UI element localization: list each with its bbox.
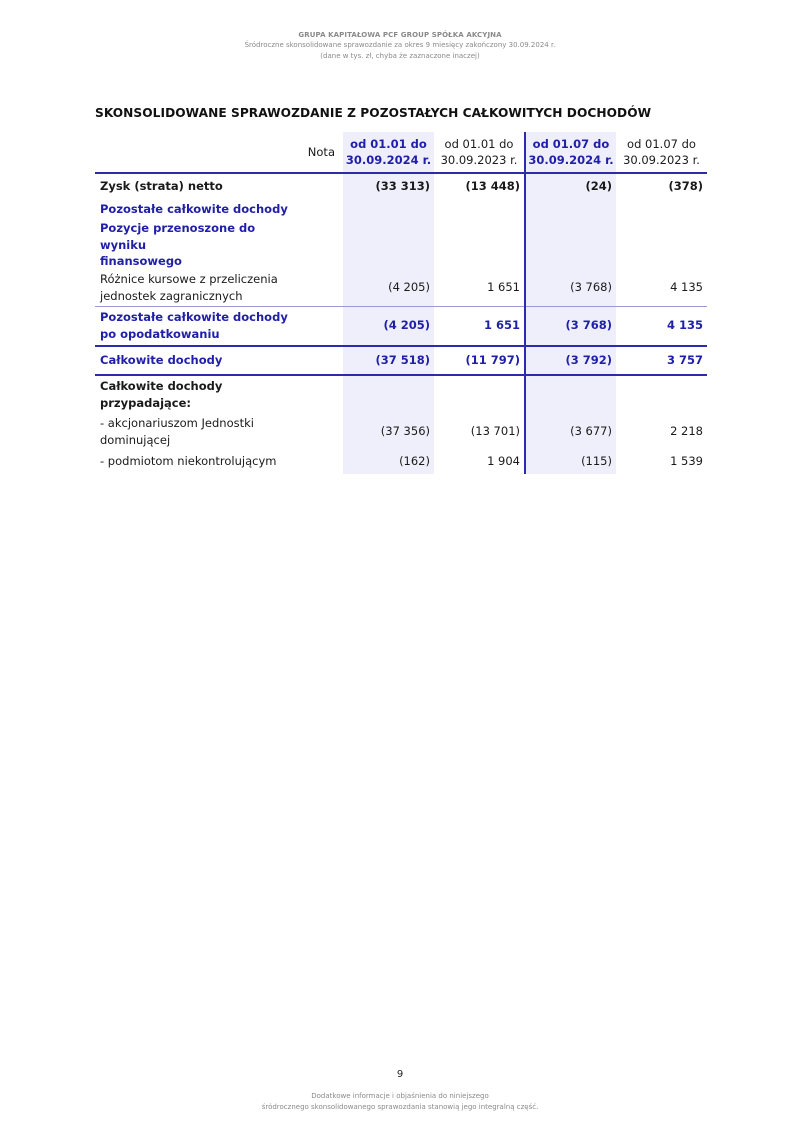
label-line: po opodatkowaniu	[100, 326, 220, 341]
table-row	[95, 306, 707, 346]
value-cell: (24)	[525, 173, 616, 198]
nota-cell	[297, 414, 343, 450]
nota-cell	[297, 220, 343, 270]
statement-title: SKONSOLIDOWANE SPRAWOZDANIE Z POZOSTAŁYCH CAŁKOWITYCH DOCHODÓW	[95, 106, 652, 120]
value-cell	[434, 198, 525, 220]
comprehensive-income-table	[95, 132, 707, 474]
nota-cell	[297, 306, 343, 346]
value-cell: (3 768)	[525, 270, 616, 307]
row-label-net-profit: Zysk (strata) netto	[100, 178, 223, 193]
document-header	[0, 30, 800, 62]
value-cell: (33 313)	[343, 173, 434, 198]
header-nota: Nota	[307, 145, 335, 159]
value-cell: (3 677)	[525, 414, 616, 450]
value-cell: (37 356)	[343, 414, 434, 450]
header-label-cell	[95, 132, 297, 173]
value-cell: 1 904	[434, 450, 525, 474]
row-label-attributable	[95, 375, 297, 414]
header-period-3-line1: od 01.07 do	[532, 137, 610, 151]
value-cell: 2 218	[670, 424, 703, 439]
value-cell	[434, 375, 525, 414]
header-period-1-line2: 30.09.2024 r.	[345, 153, 432, 167]
table-row	[95, 375, 707, 414]
value-cell	[525, 198, 616, 220]
value-cell	[616, 220, 707, 270]
value-cell: (37 518)	[343, 346, 434, 375]
row-label-parent-shareholders	[95, 414, 297, 450]
value-cell	[525, 220, 616, 270]
table-row	[95, 198, 707, 220]
table-row	[95, 450, 707, 474]
value-cell: 1 651	[434, 270, 525, 307]
label-line: Całkowite dochody	[100, 379, 223, 393]
table-row	[95, 414, 707, 450]
value-cell: (13 448)	[434, 173, 525, 198]
value-cell	[616, 198, 707, 220]
row-label-total-income: Całkowite dochody	[95, 346, 297, 375]
table-row	[95, 270, 707, 307]
value-cell: (3 792)	[525, 346, 616, 375]
row-label-reclassified-items	[95, 220, 297, 270]
label-line: - akcjonariuszom Jednostki	[100, 416, 254, 430]
footer-note-line2: śródrocznego skonsolidowanego sprawozdania stanowią jego integralną część.	[261, 1103, 539, 1111]
header-period-3-line2: 30.09.2024 r.	[528, 153, 614, 167]
table-header-row	[95, 132, 707, 173]
header-period-2-line1: od 01.01 do	[444, 137, 514, 151]
nota-cell	[297, 270, 343, 307]
footer-note-line1: Dodatkowe informacje i objaśnienia do niniejszego	[311, 1092, 489, 1100]
value-cell: (115)	[525, 450, 616, 474]
footer-note	[0, 1091, 800, 1113]
company-name: GRUPA KAPITAŁOWA PCF GROUP SPÓŁKA AKCYJNA	[298, 31, 502, 39]
value-cell: 4 135	[616, 306, 707, 346]
row-label-non-controlling: - podmiotom niekontrolującym	[100, 454, 277, 469]
row-label-other-income-after-tax	[95, 306, 297, 346]
value-cell: (4 205)	[343, 270, 434, 307]
value-cell: 1 651	[434, 306, 525, 346]
row-label-other-income: Pozostałe całkowite dochody	[100, 201, 288, 216]
value-cell	[343, 375, 434, 414]
value-cell	[616, 375, 707, 414]
value-cell	[434, 220, 525, 270]
header-period-2-line2: 30.09.2023 r.	[440, 153, 518, 167]
report-subtitle: Śródroczne skonsolidowane sprawozdanie za okres 9 miesięcy zakończony 30.09.2024 r.	[244, 41, 556, 49]
label-line: Różnice kursowe z przeliczenia	[100, 272, 278, 286]
label-line: Pozostałe całkowite dochody	[100, 310, 288, 324]
value-cell: (162)	[343, 450, 434, 474]
header-period-1	[343, 132, 434, 173]
nota-cell	[297, 173, 343, 198]
header-period-2	[434, 132, 525, 173]
page-number: 9	[396, 1069, 404, 1080]
header-period-4	[616, 132, 707, 173]
row-label-fx-differences	[95, 270, 297, 307]
header-period-4-line1: od 01.07 do	[627, 137, 696, 151]
label-line: jednostek zagranicznych	[100, 288, 243, 303]
header-period-3	[525, 132, 616, 173]
label-line: przypadające:	[100, 395, 191, 410]
nota-cell	[297, 450, 343, 474]
table-row	[95, 220, 707, 270]
value-cell: (11 797)	[434, 346, 525, 375]
value-cell	[343, 220, 434, 270]
units-note: (dane w tys. zł, chyba że zaznaczone inaczej)	[320, 52, 480, 60]
label-line: Pozycje przenoszone do wyniku	[100, 221, 256, 252]
value-cell: 3 757	[616, 346, 707, 375]
label-line: finansowego	[100, 254, 182, 268]
value-cell: (13 701)	[434, 414, 525, 450]
label-line: dominującej	[100, 432, 171, 447]
value-cell	[343, 198, 434, 220]
header-period-4-line2: 30.09.2023 r.	[623, 153, 700, 167]
value-cell	[525, 375, 616, 414]
table-row	[95, 173, 707, 198]
header-period-1-line1: od 01.01 do	[350, 137, 427, 151]
value-cell: (378)	[668, 178, 703, 193]
value-cell: 1 539	[670, 454, 703, 469]
table-row	[95, 346, 707, 375]
value-cell: 4 135	[670, 280, 703, 295]
nota-cell	[297, 346, 343, 375]
value-cell: (3 768)	[525, 306, 616, 346]
value-cell: (4 205)	[343, 306, 434, 346]
nota-cell	[297, 375, 343, 414]
nota-cell	[297, 198, 343, 220]
